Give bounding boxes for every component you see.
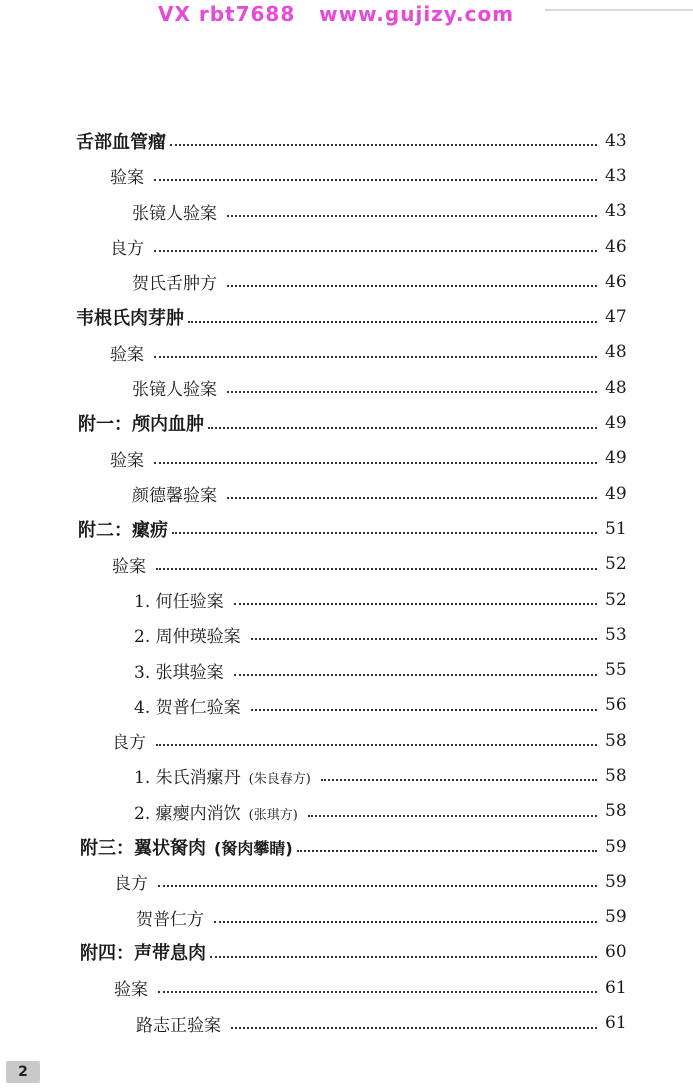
table-of-contents (0, 123, 693, 1041)
toc-entry-title-text: 3. 张琪验案 (134, 662, 224, 683)
toc-leader-dots (208, 426, 597, 429)
toc-leader-dots (234, 602, 597, 605)
toc-entry-title (134, 693, 245, 718)
toc-entry-title (110, 446, 148, 471)
toc-entry-title-text: 验案 (112, 556, 146, 577)
toc-entry-title (132, 199, 221, 224)
toc-leader-dots (154, 355, 597, 358)
toc-entry-page: 56 (605, 695, 627, 716)
toc-entry[interactable] (0, 194, 693, 229)
toc-leader-dots (227, 496, 597, 499)
toc-entry[interactable] (0, 476, 693, 511)
toc-leader-dots (321, 778, 597, 781)
toc-entry-page: 58 (605, 765, 627, 786)
toc-entry-page: 43 (605, 130, 627, 151)
toc-entry-title-text: 良方 (110, 239, 144, 260)
toc-entry-note: (朱良春方) (248, 772, 311, 788)
toc-entry-title-text: 舌部血管瘤 (76, 131, 166, 153)
toc-entry-title-text: 附一：颅内血肿 (78, 414, 204, 436)
toc-leader-dots (227, 284, 597, 287)
toc-entry-title-text: 验案 (110, 168, 144, 189)
toc-leader-dots (227, 214, 597, 217)
toc-entry[interactable] (0, 264, 693, 299)
toc-leader-dots (251, 708, 597, 711)
toc-entry-title-text: 良方 (114, 874, 148, 895)
toc-leader-dots (154, 461, 597, 464)
toc-entry-page: 52 (605, 589, 627, 610)
toc-entry-page: 59 (605, 871, 627, 892)
toc-entry-title (134, 658, 228, 683)
toc-entry-title (110, 234, 148, 259)
toc-entry-title (114, 975, 152, 1000)
toc-leader-dots (156, 567, 597, 570)
toc-entry[interactable] (0, 758, 693, 793)
toc-entry-title-text: 张镜人验案 (132, 380, 217, 401)
toc-entry-title (110, 340, 148, 365)
toc-entry[interactable] (0, 299, 693, 334)
toc-entry[interactable] (0, 652, 693, 687)
toc-entry-title-text: 颜德馨验案 (132, 486, 217, 507)
toc-entry-page: 60 (605, 942, 627, 963)
toc-entry-page: 59 (605, 907, 627, 928)
toc-entry[interactable] (0, 688, 693, 723)
toc-entry-page: 43 (605, 165, 627, 186)
toc-leader-dots (170, 143, 597, 146)
toc-entry[interactable] (0, 229, 693, 264)
toc-entry[interactable] (0, 970, 693, 1005)
toc-entry-title (76, 128, 170, 154)
toc-entry-note: (胬肉攀睛) (214, 838, 293, 858)
top-divider (545, 9, 693, 11)
toc-entry-title (112, 552, 150, 577)
toc-entry[interactable] (0, 158, 693, 193)
toc-leader-dots (251, 637, 597, 640)
toc-entry-page: 61 (605, 977, 627, 998)
toc-leader-dots (231, 1026, 597, 1029)
toc-entry-note: (张琪方) (248, 807, 298, 823)
toc-entry-page: 48 (605, 342, 627, 363)
toc-entry-title-text: 附二：瘰疬 (78, 519, 168, 541)
toc-entry-page: 51 (605, 518, 627, 539)
toc-leader-dots (158, 884, 597, 887)
toc-entry-title-text: 贺氏舌肿方 (132, 274, 217, 295)
toc-entry-title-text: 附四：声带息肉 (80, 943, 206, 965)
toc-entry-page: 46 (605, 236, 627, 257)
toc-entry[interactable] (0, 123, 693, 158)
toc-entry-title-text: 张镜人验案 (132, 203, 217, 224)
toc-entry-page: 47 (605, 307, 627, 328)
toc-entry-title-text: 良方 (112, 733, 146, 754)
toc-entry-title (80, 939, 210, 965)
toc-entry-title (132, 269, 221, 294)
toc-entry[interactable] (0, 723, 693, 758)
toc-entry-title-text: 路志正验案 (136, 1015, 221, 1036)
toc-entry[interactable] (0, 511, 693, 546)
toc-entry-title (132, 481, 221, 506)
toc-entry-title (80, 834, 297, 860)
toc-entry-title-text: 附三：翼状胬肉 (80, 837, 206, 859)
toc-entry[interactable] (0, 617, 693, 652)
page-number: 2 (6, 1061, 40, 1083)
toc-entry-title-text: 验案 (110, 344, 144, 365)
toc-entry[interactable] (0, 547, 693, 582)
toc-entry[interactable] (0, 1005, 693, 1040)
toc-entry[interactable] (0, 441, 693, 476)
toc-entry[interactable] (0, 335, 693, 370)
toc-leader-dots (297, 849, 597, 852)
toc-entry-title (134, 763, 315, 788)
toc-entry-page: 55 (605, 660, 627, 681)
toc-entry-page: 58 (605, 801, 627, 822)
toc-entry-title-text: 4. 贺普仁验案 (134, 697, 241, 718)
toc-entry-title (134, 799, 302, 824)
toc-entry-title (134, 622, 245, 647)
toc-entry-page: 59 (605, 836, 627, 857)
toc-entry-title (136, 905, 208, 930)
toc-leader-dots (188, 320, 597, 323)
toc-entry-title-text: 2. 瘰瘿内消饮 (134, 803, 241, 824)
toc-entry-title-text: 贺普仁方 (136, 909, 204, 930)
toc-entry-page: 43 (605, 201, 627, 222)
toc-entry-title-text: 2. 周仲瑛验案 (134, 627, 241, 648)
toc-leader-dots (172, 531, 597, 534)
toc-entry-page: 49 (605, 448, 627, 469)
toc-entry-title (76, 304, 188, 330)
toc-entry-page: 61 (605, 1013, 627, 1034)
toc-entry[interactable] (0, 829, 693, 864)
toc-leader-dots (158, 990, 597, 993)
toc-entry[interactable] (0, 900, 693, 935)
toc-entry-page: 53 (605, 624, 627, 645)
toc-entry-title-text: 韦根氏肉芽肿 (76, 308, 184, 330)
toc-entry-title (134, 587, 228, 612)
toc-entry-page: 52 (605, 554, 627, 575)
toc-entry-title (114, 869, 152, 894)
toc-leader-dots (156, 743, 597, 746)
toc-entry-page: 48 (605, 377, 627, 398)
toc-entry-title-text: 1. 何任验案 (134, 592, 224, 612)
toc-leader-dots (234, 673, 597, 676)
toc-entry[interactable] (0, 864, 693, 899)
toc-leader-dots (227, 390, 597, 393)
toc-entry-title-text: 1. 朱氏消瘰丹 (134, 768, 241, 789)
toc-entry-page: 49 (605, 483, 627, 504)
toc-entry[interactable] (0, 935, 693, 970)
toc-entry-title-text: 验案 (114, 980, 148, 1001)
toc-leader-dots (154, 178, 597, 181)
toc-entry-title (78, 516, 172, 542)
toc-entry[interactable] (0, 582, 693, 617)
toc-entry-title (112, 728, 150, 753)
toc-entry-title (136, 1011, 225, 1036)
toc-entry-title (78, 410, 208, 436)
toc-leader-dots (214, 920, 597, 923)
toc-leader-dots (308, 814, 597, 817)
toc-entry[interactable] (0, 405, 693, 440)
toc-entry-page: 46 (605, 271, 627, 292)
toc-entry[interactable] (0, 370, 693, 405)
watermark-text: VX rbt7688 www.gujizy.com (158, 2, 515, 26)
toc-entry-title-text: 验案 (110, 450, 144, 471)
toc-entry-title (132, 375, 221, 400)
toc-entry-page: 58 (605, 730, 627, 751)
toc-entry[interactable] (0, 794, 693, 829)
toc-leader-dots (154, 249, 597, 252)
toc-entry-page: 49 (605, 413, 627, 434)
toc-entry-title (110, 163, 148, 188)
toc-leader-dots (210, 955, 597, 958)
